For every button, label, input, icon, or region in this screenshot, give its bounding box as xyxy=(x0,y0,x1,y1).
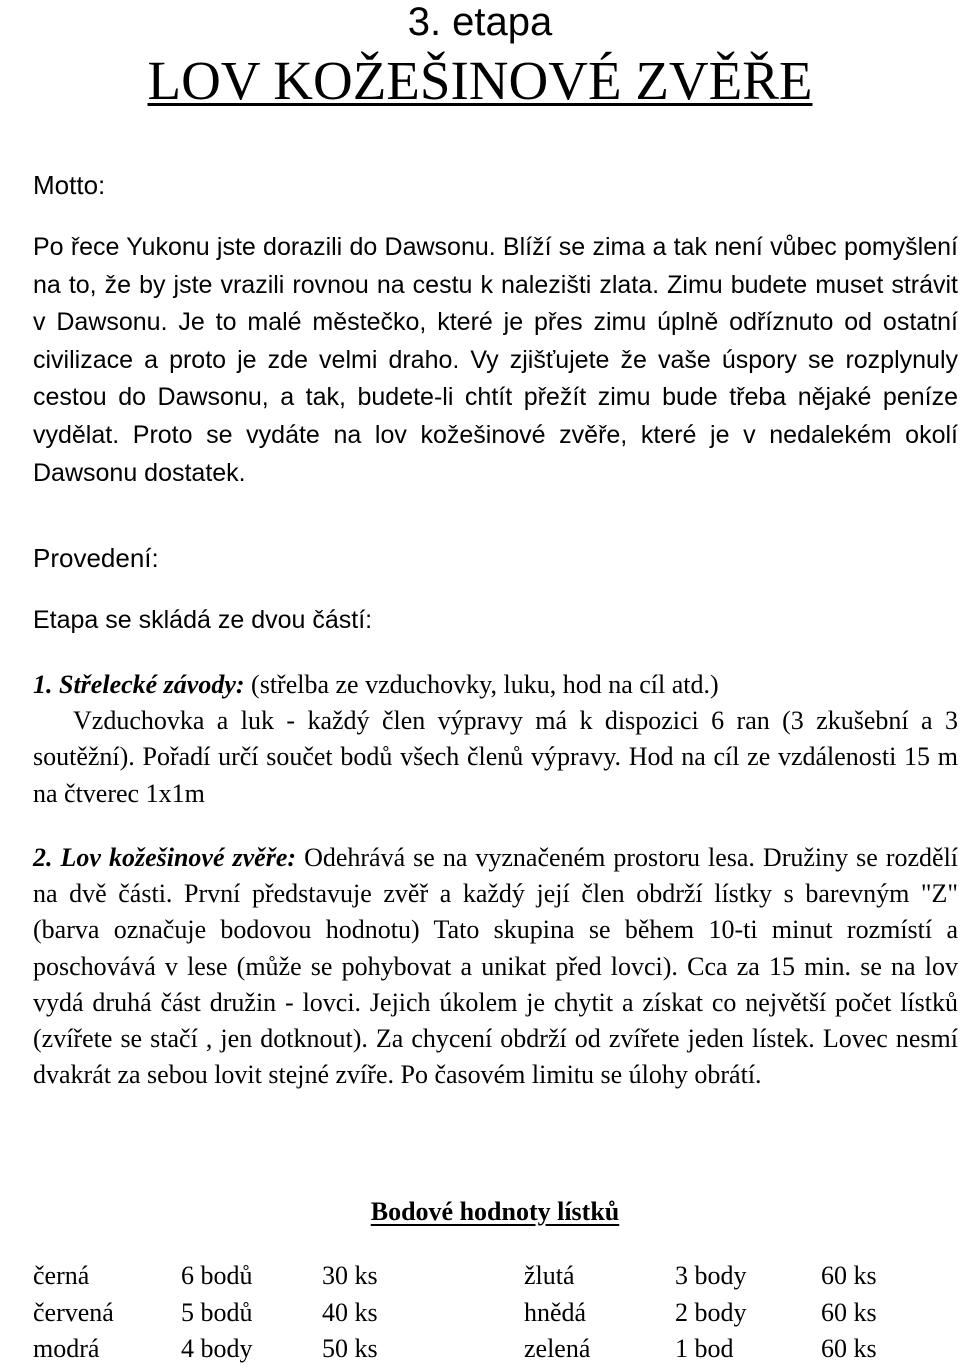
table-row xyxy=(33,1258,901,1295)
color-cell: modrá xyxy=(33,1334,100,1364)
table-row xyxy=(33,1331,901,1368)
points-cell: 1 bod xyxy=(675,1334,734,1364)
color-cell: zelená xyxy=(524,1334,591,1364)
points-table-title xyxy=(0,1196,960,1228)
color-cell: červená xyxy=(33,1297,114,1327)
count-cell: 30 ks xyxy=(322,1261,378,1291)
page-title-text: LOV KOŽEŠINOVÉ ZVĚŘE xyxy=(147,50,813,111)
points-cell: 2 body xyxy=(675,1297,747,1327)
count-cell: 60 ks xyxy=(821,1334,877,1364)
stage-label: 3. etapa xyxy=(407,0,553,44)
points-cell: 5 bodů xyxy=(181,1297,253,1327)
item-text: Vzduchovka a luk - každý člen výpravy má k dispozici 6 ran (3 zkušební a 3 soutěžní). Pořadí určí součet bodů všech členů výpravy. Hod na cíl ze vzdálenosti 15 m na čtverec 1x1m xyxy=(33,706,958,808)
item-title: Lov kožešinové zvěře: xyxy=(60,843,297,872)
page-title xyxy=(0,50,960,112)
points-table xyxy=(33,1258,901,1368)
table-row xyxy=(33,1295,901,1332)
points-cell: 3 body xyxy=(675,1261,747,1291)
provedeni-heading: Provedení: xyxy=(33,543,159,573)
item-number: 1. xyxy=(33,670,53,699)
item-subtitle: (střelba ze vzduchovky, luku, hod na cíl atd.) xyxy=(251,670,719,699)
points-cell: 6 bodů xyxy=(181,1261,253,1291)
color-cell: hnědá xyxy=(524,1297,587,1327)
item-fur-hunt xyxy=(33,840,958,1093)
count-cell: 40 ks xyxy=(322,1297,378,1327)
count-cell: 50 ks xyxy=(322,1334,378,1364)
points-cell: 4 body xyxy=(181,1334,253,1364)
motto-heading: Motto: xyxy=(33,170,106,200)
points-table-title-text: Bodové hodnoty lístků xyxy=(370,1197,620,1226)
item-text: Odehrává se na vyznačeném prostoru lesa. Družiny se rozdělí na dvě části. První představuje zvěř a každý její člen obdrží lístky s barevným "Z" (barva označuje bodovou hodnotu) Tato skupina se během 10-ti minut rozmístí a poschovává v lese (může se pohybovat a unikat před lovci). Cca za 15 min. se na lov vydá druhá část družin - lovci. Jejich úkolem je chytit a získat co největší počet lístků (zvířete se stačí , jen dotknout). Za chycení obdrží od zvířete jeden lístek. Lovec nesmí dvakrát za sebou lovit stejné zvíře. Po časovém limitu se úlohy obrátí. xyxy=(33,843,959,1090)
item-title: Střelecké závody: xyxy=(59,670,245,699)
color-cell: černá xyxy=(33,1261,90,1291)
item-number: 2. xyxy=(33,843,53,872)
item-shooting-contest xyxy=(33,667,958,812)
count-cell: 60 ks xyxy=(821,1297,877,1327)
count-cell: 60 ks xyxy=(821,1261,877,1291)
color-cell: žlutá xyxy=(524,1261,575,1291)
motto-paragraph: Po řece Yukonu jste dorazili do Dawsonu. Blíží se zima a tak není vůbec pomyšlení na to, že by jste vrazili rovnou na cestu k nalezišti zlata. Zimu budete muset strávit v Dawsonu. Je to malé městečko, které je přes zimu úplně odříznuto od ostatní civilizace a proto je zde velmi draho. Vy zjišťujete že vaše úspory se rozplynuly cestou do Dawsonu, a tak, budete-li chtít přežít zimu bude třeba nějaké peníze vydělat. Proto se vydáte na lov kožešinové zvěře, které je v nedalekém okolí Dawsonu dostatek. xyxy=(33,233,958,487)
provedeni-intro: Etapa se skládá ze dvou částí: xyxy=(33,606,373,634)
